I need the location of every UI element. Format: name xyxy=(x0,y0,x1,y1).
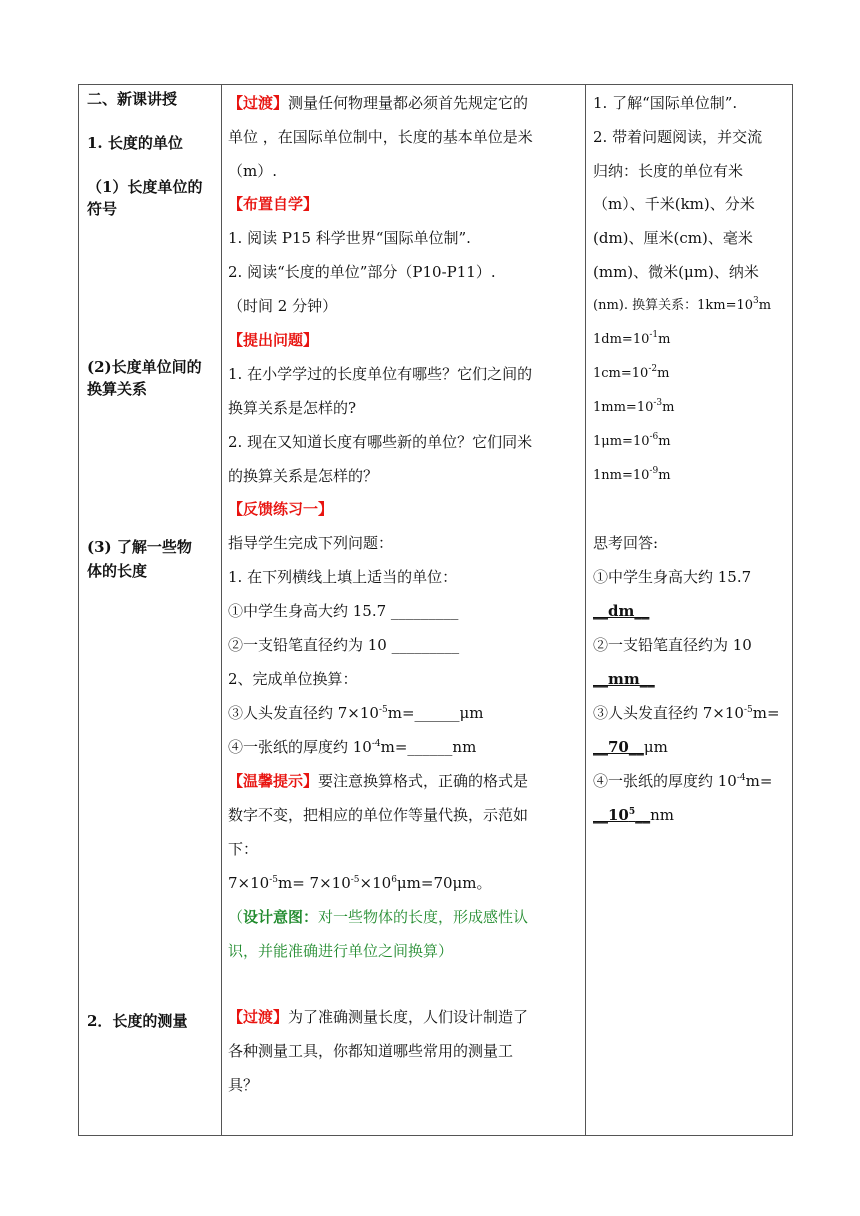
tip-line-2: 数字不变，把相应的单位作等量代换，示范如 xyxy=(228,806,529,824)
exercise-1-item-1: ①中学生身高大约 15.7 _________ xyxy=(228,602,459,620)
tip-example: $7\times 10^{-5}m= 7\times 10^{-5}\times 10^6\mu m=70\mu m$。 xyxy=(228,874,492,892)
heading-length-units: 1. 长度的单位 xyxy=(87,134,183,152)
answer-1-value: __dm__ xyxy=(593,602,650,620)
exercise-2-item-3: ③人头发直径约 $7\times 10^{-5}m=\_\_\_\_\_\_\mu m$ xyxy=(228,704,484,722)
column-divider-2 xyxy=(585,85,586,1135)
student-item-2-line-2: 归纳：长度的单位有米 xyxy=(593,162,744,180)
transition-paragraph-line-2: 单位 ，在国际单位制中，长度的基本单位是米 xyxy=(228,128,533,146)
conversion-km: (nm). 换算关系：$1km=10^3m$ xyxy=(593,296,772,313)
conversion-cm: $1cm=10^{-2}m$ xyxy=(593,364,670,381)
subheading-unit-symbols-1: （1）长度单位的 xyxy=(87,178,203,196)
exercise-2-item-4: ④一张纸的厚度约 $10^{-4}m=\_\_\_\_\_\_nm$ xyxy=(228,738,477,756)
lesson-table xyxy=(78,84,793,1136)
tag-transition: 【过渡】 xyxy=(228,94,289,112)
conversion-mm: $1mm=10^{-3}m$ xyxy=(593,398,675,415)
student-item-2-line-5: (mm)、微米(μm)、纳米 xyxy=(593,263,759,281)
subheading-unit-symbols-2: 符号 xyxy=(87,200,118,218)
self-study-item-1: 1. 阅读 P15 科学世界“国际单位制”. xyxy=(228,229,471,247)
exercise-2-prompt: 2、完成单位换算： xyxy=(228,670,358,688)
exercise-1-prompt: 1. 在下列横线上填上适当的单位： xyxy=(228,568,458,586)
subheading-conversion-1: (2)长度单位间的 xyxy=(87,358,202,376)
design-intent-line-1: （设计意图：对一些物体的长度，形成感性认 xyxy=(228,908,529,926)
transition-2-line-2: 各种测量工具，你都知道哪些常用的测量工 xyxy=(228,1042,514,1060)
subheading-object-lengths-1: (3) 了解一些物 xyxy=(87,538,192,556)
question-1-line-2: 换算关系是怎样的? xyxy=(228,399,357,417)
heading-length-measurement: 2．长度的测量 xyxy=(87,1012,188,1030)
transition-2-line-3: 具？ xyxy=(228,1076,259,1094)
answer-3-question: ③人头发直径约 $7\times 10^{-5}m=$ xyxy=(593,704,780,722)
tag-self-study: 【布置自学】 xyxy=(228,195,319,213)
answer-2-question: ②一支铅笔直径约为 10 xyxy=(593,636,752,654)
answer-1-question: ①中学生身高大约 15.7 xyxy=(593,568,752,586)
question-2-line-1: 2. 现在又知道长度有哪些新的单位？它们同米 xyxy=(228,433,533,451)
student-item-2: 2. 带着问题阅读，并交流 xyxy=(593,128,763,146)
section-title: 二、新课讲授 xyxy=(87,90,178,108)
question-1-line-1: 1. 在小学学过的长度单位有哪些？它们之间的 xyxy=(228,365,533,383)
answers-heading: 思考回答: xyxy=(593,534,659,552)
answer-3-value: __70__μm xyxy=(593,738,668,756)
self-study-time: （时间 2 分钟） xyxy=(228,297,338,315)
tag-feedback-exercise: 【反馈练习一】 xyxy=(228,500,334,518)
conversion-um: $1\mu m=10^{-6}m$ xyxy=(593,432,671,449)
tip-line-3: 下： xyxy=(228,840,259,858)
transition-paragraph-line-3: （m）. xyxy=(228,162,277,180)
student-item-2-line-3: （m）、千米(km)、分米 xyxy=(593,195,755,213)
question-2-line-2: 的换算关系是怎样的？ xyxy=(228,467,379,485)
answer-4-question: ④一张纸的厚度约 $10^{-4}m=$ xyxy=(593,772,773,790)
exercise-intro: 指导学生完成下列问题： xyxy=(228,534,394,552)
transition-2-line-1: 【过渡】为了准确测量长度，人们设计制造了 xyxy=(228,1008,529,1026)
conversion-dm: $1dm=10^{-1}m$ xyxy=(593,330,671,347)
tag-questions: 【提出问题】 xyxy=(228,331,319,349)
tag-tip: 【温馨提示】 xyxy=(228,772,319,790)
student-item-2-line-4: (dm)、厘米(cm)、毫米 xyxy=(593,229,753,247)
subheading-conversion-2: 换算关系 xyxy=(87,380,148,398)
column-divider-1 xyxy=(221,85,222,1135)
tip-line-1: 【温馨提示】要注意换算格式，正确的格式是 xyxy=(228,772,529,790)
student-item-1: 1. 了解“国际单位制”. xyxy=(593,94,738,112)
subheading-object-lengths-2: 体的长度 xyxy=(87,562,148,580)
transition-paragraph-line-1: 【过渡】测量任何物理量都必须首先规定它的 xyxy=(228,94,529,112)
answer-4-value: $\_\_10^5\_\_nm$ xyxy=(593,806,675,824)
self-study-item-2: 2. 阅读“长度的单位”部分（P10-P11）. xyxy=(228,263,496,281)
design-intent-line-2: 识，并能准确进行单位之间换算） xyxy=(228,942,454,960)
tag-transition-2: 【过渡】 xyxy=(228,1008,289,1026)
conversion-nm: $1nm=10^{-9}m$ xyxy=(593,466,671,483)
answer-2-value: __mm__ xyxy=(593,670,655,688)
exercise-1-item-2: ②一支铅笔直径约为 10 _________ xyxy=(228,636,460,654)
